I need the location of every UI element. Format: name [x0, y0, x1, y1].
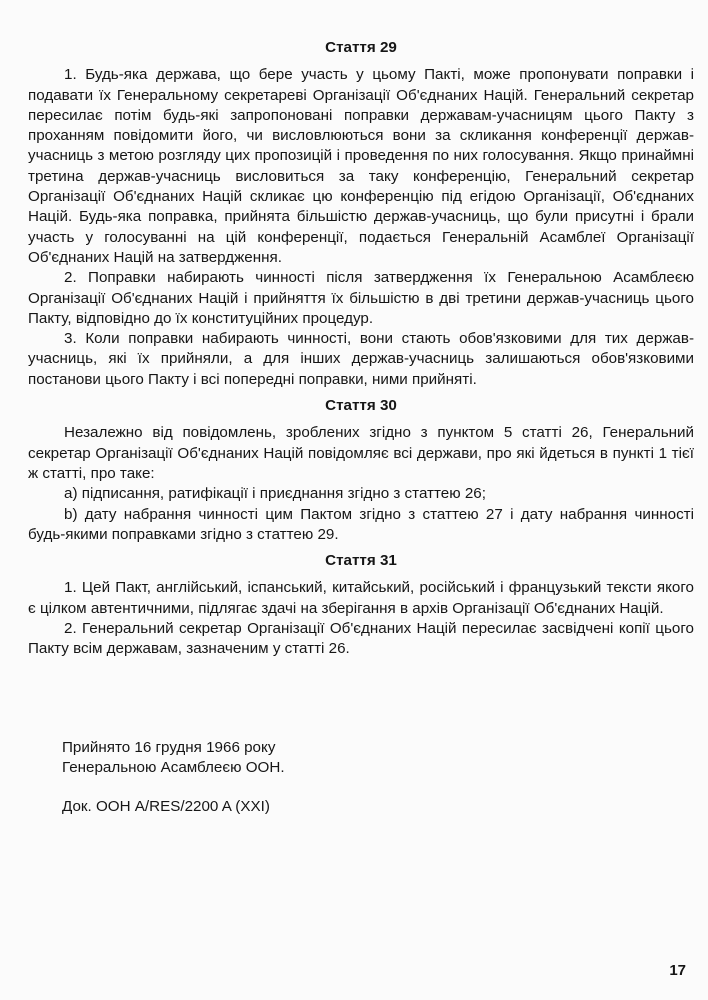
- article-paragraph: 3. Коли поправки набирають чинності, вони стають обов'язковими для тих держав-учасниць, які їх прийняли, а для інших держав-учасниць залишаються обов'язковими постанови цього Пакту і всі попередні поправки, ними прийняті.: [28, 330, 694, 388]
- article-paragraph: 1. Цей Пакт, англійський, іспанський, китайський, російський і французький тексти якого є цілком автентичними, підлягає здачі на зберігання в архів Організації Об'єднаних Націй.: [28, 579, 694, 617]
- article-paragraph: 1. Будь-яка держава, що бере участь у цьому Пакті, може пропонувати поправки і подавати їх Генеральному секретареві Організації Об'єднаних Націй. Генеральний секретар пересилає потім будь-які запропоновані поправки державам-учасницям цього Пакту з проханням повідомити його, чи висловлюються вони за скликання конференції держав-учасниць з метою розгляду цих пропозицій і проведення по них голосування. Якщо принаймні третина держав-учасниць висловиться за таку конференцію, Генеральний секретар Організації Об'єднаних Націй скликає цю конференцію під егідою Організації, Об'єднаних Націй. Будь-яка поправка, прийнята більшістю держав-учасниць, що були присутні і брали участь у голосуванні на цій конференції, подається Генеральній Асамблеї Організації Об'єднаних Націй на затвердження.: [28, 66, 694, 266]
- article-paragraph: b) дату набрання чинності цим Пактом згідно з статтею 27 і дату набрання чинності будь-якими поправками згідно з статтею 29.: [28, 505, 694, 543]
- adoption-date: Прийнято 16 грудня 1966 року: [62, 739, 276, 756]
- document-reference: Док. ООН A/RES/2200 A (XXI): [62, 798, 270, 815]
- article-paragraph: 2. Генеральний секретар Організації Об'єднаних Націй пересилає засвідчені копії цього Пакту всім державам, зазначеним у статті 26.: [28, 620, 694, 658]
- article-paragraph: a) підписання, ратифікації і приєднання згідно з статтею 26;: [64, 485, 486, 503]
- adoption-note: [62, 738, 285, 779]
- article-paragraph: Незалежно від повідомлень, зроблених згідно з пунктом 5 статті 26, Генеральний секретар Організації Об'єднаних Націй повідомляє всі держави, про які йдеться в пункті 1 тієї ж статті, про таке:: [28, 424, 694, 482]
- article-31: [28, 551, 694, 659]
- article-heading: Стаття 31: [325, 552, 397, 570]
- article-paragraph: 2. Поправки набирають чинності після затвердження їх Генеральною Асамблеєю Організації Об'єднаних Націй і прийняття їх більшістю в дві третини держав-учасниць цього Пакту, відповідно до їх конституційних процедур.: [28, 269, 694, 327]
- article-29: [28, 38, 694, 390]
- article-30: [28, 396, 694, 545]
- page-number: 17: [669, 962, 686, 979]
- article-heading: Стаття 29: [325, 39, 397, 56]
- adoption-body: Генеральною Асамблеєю ООН.: [62, 759, 285, 777]
- document-body: [28, 38, 694, 660]
- article-heading: Стаття 30: [325, 397, 397, 415]
